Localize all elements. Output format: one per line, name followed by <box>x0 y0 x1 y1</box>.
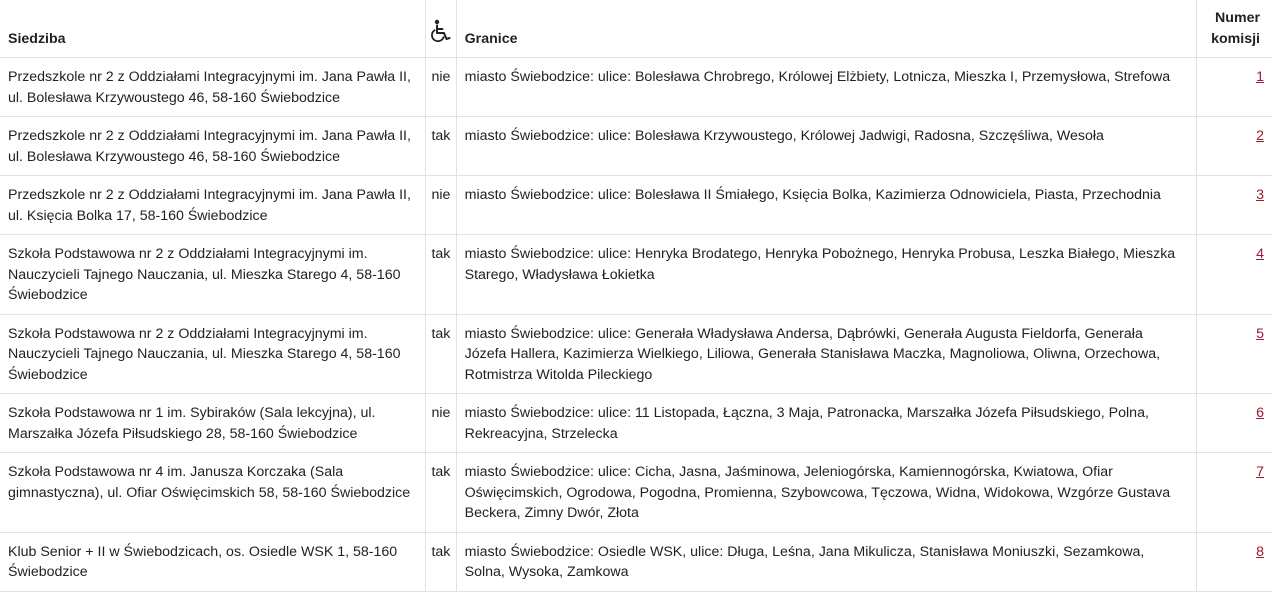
cell-siedziba: Klub Senior + II w Świebodzicach, os. Osiedle WSK 1, 58-160 Świebodzice <box>0 532 426 591</box>
table-header-row <box>0 0 1272 58</box>
cell-numer <box>1196 314 1272 394</box>
table-row <box>0 117 1272 176</box>
cell-granice: miasto Świebodzice: ulice: 11 Listopada, Łączna, 3 Maja, Patronacka, Marszałka Józefa Piłsudskiego, Polna, Rekreacyjna, Strzelecka <box>456 394 1196 453</box>
cell-numer <box>1196 532 1272 591</box>
commission-number-link[interactable]: 4 <box>1256 246 1264 262</box>
cell-granice: miasto Świebodzice: Osiedle WSK, ulice: Długa, Leśna, Jana Mikulicza, Stanisława Moniuszki, Sezamkowa, Solna, Wysoka, Zamkowa <box>456 532 1196 591</box>
commission-number-link[interactable]: 8 <box>1256 543 1264 560</box>
commission-number-link[interactable]: 1 <box>1256 69 1264 85</box>
header-numer: Numer komisji <box>1196 0 1272 58</box>
commission-number-link[interactable]: 6 <box>1256 405 1264 421</box>
table-row <box>0 235 1272 315</box>
cell-numer <box>1196 176 1272 235</box>
cell-granice: miasto Świebodzice: ulice: Bolesława Krzywoustego, Królowej Jadwigi, Radosna, Szczęśliwa, Wesoła <box>456 117 1196 176</box>
commission-number-link[interactable]: 2 <box>1256 128 1264 144</box>
cell-siedziba: Szkoła Podstawowa nr 1 im. Sybiraków (Sala lekcyjna), ul. Marszałka Józefa Piłsudskiego 28, 58-160 Świebodzice <box>0 394 426 453</box>
commission-number-link[interactable]: 3 <box>1256 187 1264 203</box>
table-row <box>0 314 1272 394</box>
cell-granice: miasto Świebodzice: ulice: Generała Władysława Andersa, Dąbrówki, Generała Augusta Fieldorfa, Generała Józefa Hallera, Kazimierza Wielkiego, Liliowa, Generała Stanisława Maczka, Magnoliowa, Oliwna, Orzechowa, Rotmistrza Witolda Pileckiego <box>456 314 1196 394</box>
cell-accessibility: nie <box>426 58 456 117</box>
cell-siedziba: Szkoła Podstawowa nr 2 z Oddziałami Integracyjnymi im. Nauczycieli Tajnego Nauczania, ul. Mieszka Starego 4, 58-160 Świebodzice <box>0 314 426 394</box>
cell-accessibility: tak <box>426 453 456 533</box>
cell-accessibility: tak <box>426 117 456 176</box>
cell-granice: miasto Świebodzice: ulice: Henryka Brodatego, Henryka Pobożnego, Henryka Probusa, Leszka Białego, Mieszka Starego, Władysława Łokietka <box>456 235 1196 315</box>
cell-numer <box>1196 453 1272 533</box>
cell-numer <box>1196 394 1272 453</box>
cell-accessibility: tak <box>426 314 456 394</box>
wheelchair-icon <box>430 19 452 43</box>
cell-numer <box>1196 58 1272 117</box>
cell-siedziba: Szkoła Podstawowa nr 4 im. Janusza Korczaka (Sala gimnastyczna), ul. Ofiar Oświęcimskich 58, 58-160 Świebodzice <box>0 453 426 533</box>
cell-accessibility: tak <box>426 532 456 591</box>
header-siedziba: Siedziba <box>0 0 426 58</box>
cell-siedziba: Przedszkole nr 2 z Oddziałami Integracyjnymi im. Jana Pawła II, ul. Bolesława Krzywoustego 46, 58-160 Świebodzice <box>0 117 426 176</box>
cell-granice: miasto Świebodzice: ulice: Cicha, Jasna, Jaśminowa, Jeleniogórska, Kamiennogórska, Kwiatowa, Ofiar Oświęcimskich, Ogrodowa, Pogodna, Promienna, Szybowcowa, Tęczowa, Widna, Widokowa, Wzgórze Gustava Beckera, Zimny Dwór, Złota <box>456 453 1196 533</box>
commission-number-link[interactable]: 5 <box>1256 325 1264 342</box>
header-accessibility <box>426 0 456 58</box>
cell-numer <box>1196 117 1272 176</box>
cell-siedziba: Przedszkole nr 2 z Oddziałami Integracyjnymi im. Jana Pawła II, ul. Księcia Bolka 17, 58-160 Świebodzice <box>0 176 426 235</box>
cell-siedziba: Szkoła Podstawowa nr 2 z Oddziałami Integracyjnymi im. Nauczycieli Tajnego Nauczania, ul. Mieszka Starego 4, 58-160 Świebodzice <box>0 235 426 315</box>
table-row <box>0 532 1272 591</box>
table-row <box>0 394 1272 453</box>
header-granice: Granice <box>456 0 1196 58</box>
cell-siedziba: Przedszkole nr 2 z Oddziałami Integracyjnymi im. Jana Pawła II, ul. Bolesława Krzywoustego 46, 58-160 Świebodzice <box>0 58 426 117</box>
cell-numer <box>1196 235 1272 315</box>
cell-accessibility: tak <box>426 235 456 315</box>
commission-number-link[interactable]: 7 <box>1256 464 1264 480</box>
cell-granice: miasto Świebodzice: ulice: Bolesława II Śmiałego, Księcia Bolka, Kazimierza Odnowiciela, Piasta, Przechodnia <box>456 176 1196 235</box>
cell-granice: miasto Świebodzice: ulice: Bolesława Chrobrego, Królowej Elżbiety, Lotnicza, Mieszka I, Przemysłowa, Strefowa <box>456 58 1196 117</box>
cell-accessibility: nie <box>426 176 456 235</box>
table-row <box>0 58 1272 117</box>
table-row <box>0 176 1272 235</box>
table-row <box>0 453 1272 533</box>
cell-accessibility: nie <box>426 394 456 453</box>
